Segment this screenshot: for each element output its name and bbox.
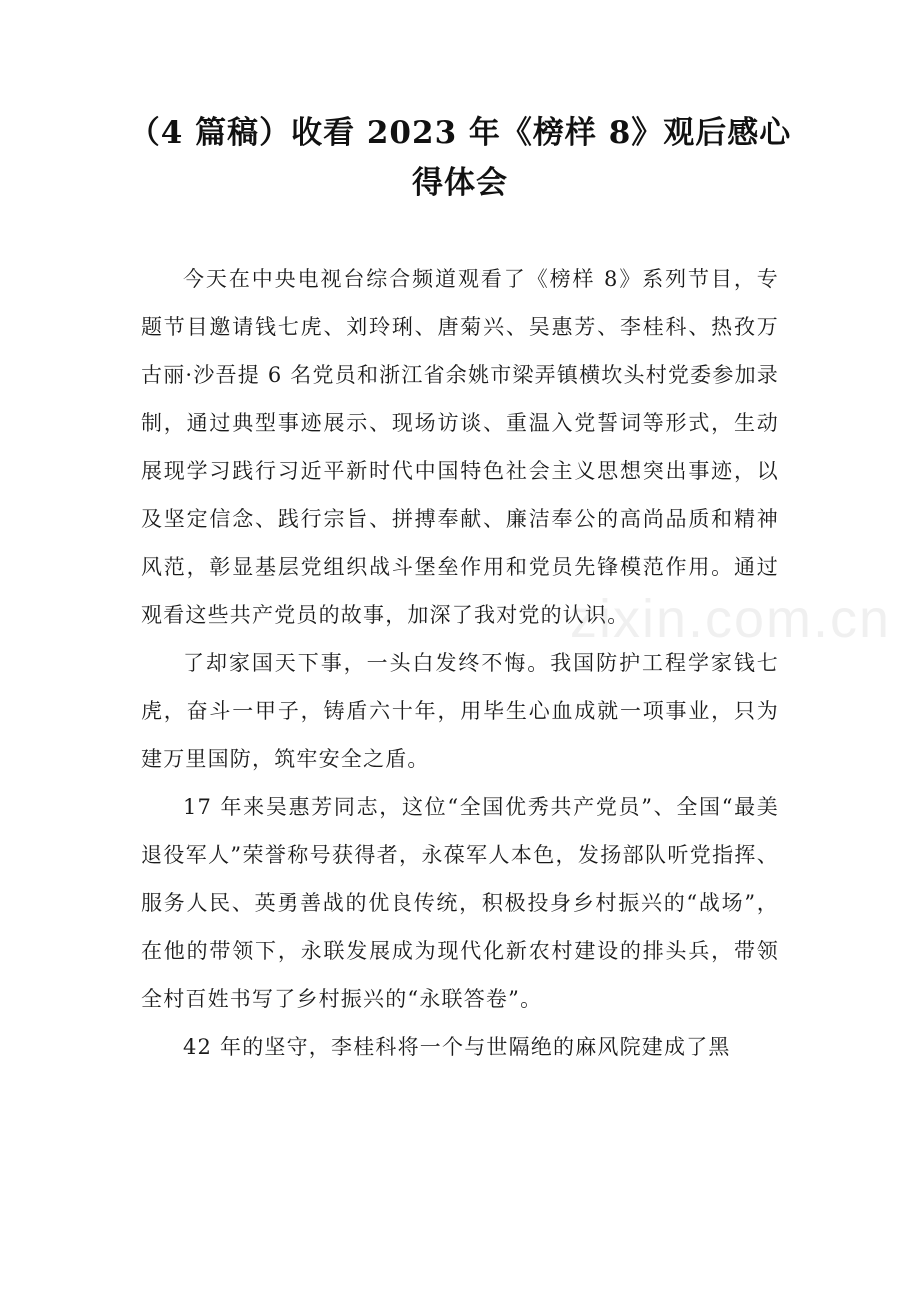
paragraph-1: 今天在中央电视台综合频道观看了《榜样 8》系列节目，专题节目邀请钱七虎、刘玲琍、唐菊兴、吴惠芳、李桂科、热孜万古丽·沙吾提 6 名党员和浙江省余姚市梁弄镇横坎头村党委参加录制，通过典型事迹展示、现场访谈、重温入党誓词等形式，生动展现学习践行习近平新时代中国特色社会主义思想突出事迹，以及坚定信念、践行宗旨、拼搏奉献、廉洁奉公的高尚品质和精神风范，彰显基层党组织战斗堡垒作用和党员先锋模范作用。通过观看这些共产党员的故事，加深了我对党的认识。 xyxy=(141,267,779,627)
document-title xyxy=(120,108,800,208)
paragraph-2: 了却家国天下事，一头白发终不悔。我国防护工程学家钱七虎，奋斗一甲子，铸盾六十年，用毕生心血成就一项事业，只为建万里国防，筑牢安全之盾。 xyxy=(141,651,779,771)
document-body xyxy=(141,255,779,1071)
title-line-1: （4 篇稿）收看 2023 年《榜样 8》观后感心 xyxy=(128,115,792,151)
title-line-2: 得体会 xyxy=(412,165,508,201)
site-watermark: zixin.com.cn xyxy=(570,589,892,649)
paragraph-3: 17 年来吴惠芳同志，这位“全国优秀共产党员”、全国“最美退役军人”荣誉称号获得者，永葆军人本色，发扬部队听党指挥、服务人民、英勇善战的优良传统，积极投身乡村振兴的“战场”，在他的带领下，永联发展成为现代化新农村建设的排头兵，带领全村百姓书写了乡村振兴的“永联答卷”。 xyxy=(141,795,779,1011)
paragraph-4: 42 年的坚守，李桂科将一个与世隔绝的麻风院建成了黑 xyxy=(183,1035,731,1059)
